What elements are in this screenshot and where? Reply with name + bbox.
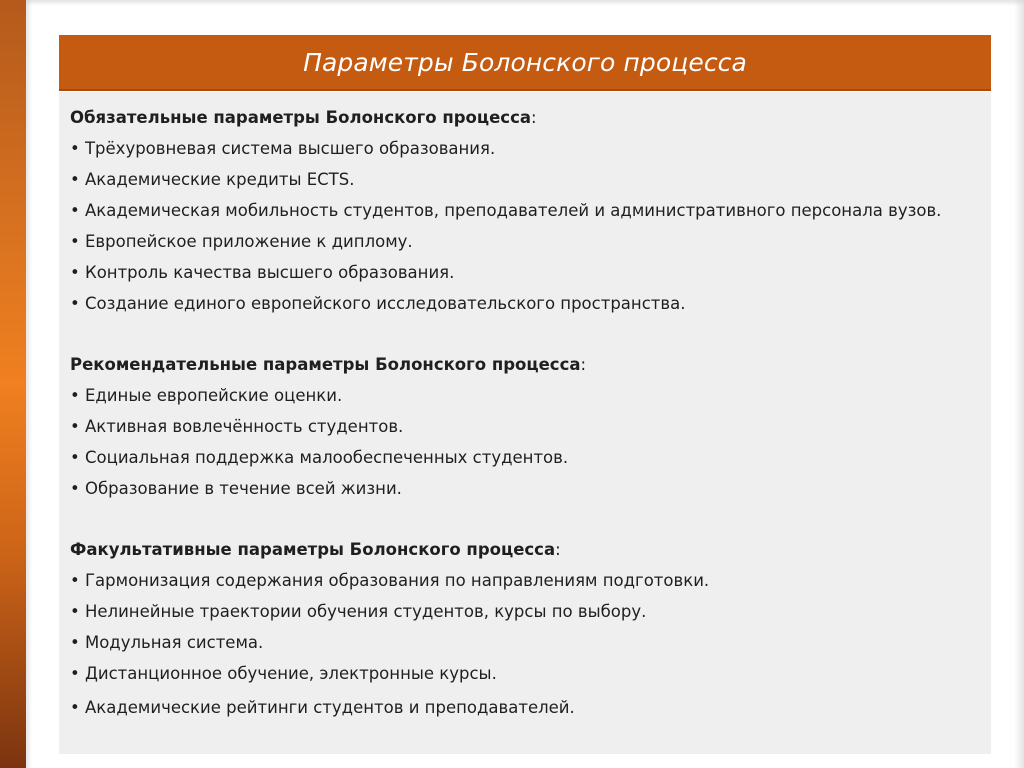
section-heading-text: Факультативные параметры Болонского процесса <box>70 540 556 559</box>
decorative-top-edge <box>26 0 1024 6</box>
list-item: • Активная вовлечённость студентов. <box>70 417 404 436</box>
section-heading-text: Рекомендательные параметры Болонского процесса <box>70 355 581 374</box>
list-item: • Контроль качества высшего образования. <box>70 263 455 282</box>
content-panel <box>59 92 991 754</box>
decorative-left-band <box>0 0 26 768</box>
list-item: • Дистанционное обучение, электронные курсы. <box>70 664 497 683</box>
section-heading-text: Обязательные параметры Болонского процесса <box>70 108 532 127</box>
section-heading-colon: : <box>531 108 537 127</box>
list-item: • Создание единого европейского исследовательского пространства. <box>70 294 686 313</box>
list-item: • Академические рейтинги студентов и преподавателей. <box>70 698 575 717</box>
decorative-right-edge <box>1014 0 1024 768</box>
list-item: • Образование в течение всей жизни. <box>70 479 402 498</box>
list-item: • Академическая мобильность студентов, преподавателей и административного персонала вузов. <box>70 201 942 220</box>
list-item: • Гармонизация содержания образования по направлениям подготовки. <box>70 571 710 590</box>
list-item: • Нелинейные траектории обучения студентов, курсы по выбору. <box>70 602 647 621</box>
section-heading-mandatory <box>70 102 980 133</box>
title-bar <box>59 35 991 91</box>
section-heading-colon: : <box>580 355 587 374</box>
section-heading-colon: : <box>555 540 561 559</box>
section-heading-optional <box>70 534 980 565</box>
spacer <box>70 504 980 534</box>
list-item: • Социальная поддержка малообеспеченных студентов. <box>70 448 569 467</box>
content-text <box>70 102 980 723</box>
list-item: • Трёхуровневая система высшего образования. <box>70 139 496 158</box>
decorative-band-shadow <box>26 0 32 768</box>
list-item: • Европейское приложение к диплому. <box>70 232 413 251</box>
slide-title: Параметры Болонского процесса <box>303 47 747 77</box>
section-heading-recommended <box>70 349 980 380</box>
spacer <box>70 319 980 349</box>
list-item: • Академические кредиты ECTS. <box>70 170 355 189</box>
list-item: • Модульная система. <box>70 633 264 652</box>
list-item: • Единые европейские оценки. <box>70 386 343 405</box>
